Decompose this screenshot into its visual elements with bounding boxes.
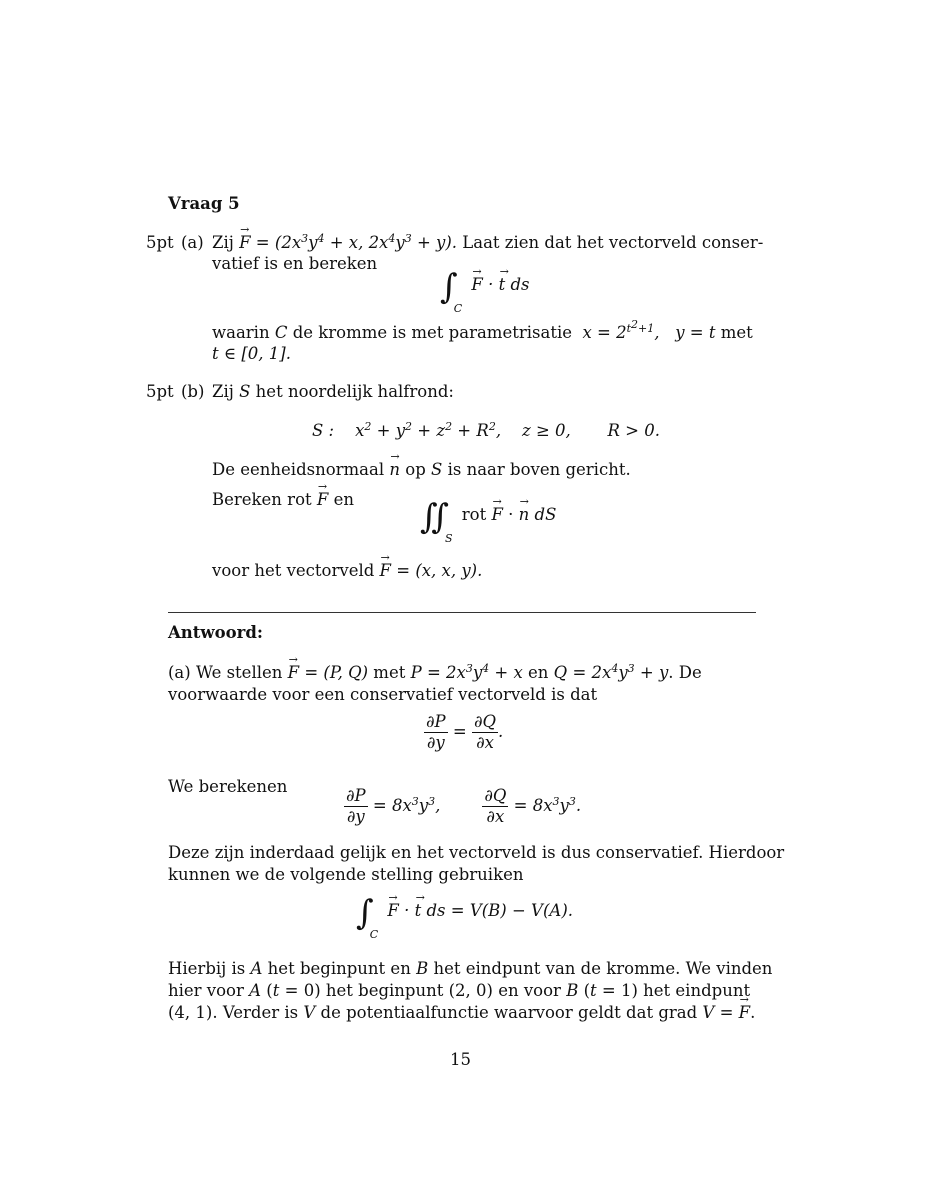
part-a-line2: vatief is en bereken bbox=[212, 254, 378, 273]
answer-p3-line3: (4, 1). Verder is V de potentiaalfunctie waarvoor geldt dat grad V = → F. bbox=[168, 1002, 756, 1023]
answer-heading: Antwoord: bbox=[168, 623, 263, 642]
compute-line: Bereken rot → F en bbox=[212, 489, 354, 510]
partials-equation: $\frac{\partial P}{\partial y}$ = $8x^3y^3$, $\frac{\partial Q}{\partial x}$ = $8x^3y^3$. bbox=[346, 786, 582, 826]
label-b: (b) bbox=[181, 382, 205, 401]
answer-p3-line2: hier voor A (t = 0) het beginpunt (2, 0) en voor B (t = 1) het eindpunt bbox=[168, 981, 751, 1000]
theorem-equation: $\int_C \to F$ · → t ds = V(B) − V(A). bbox=[356, 896, 573, 931]
answer-p3-line1: Hierbij is A het beginpunt en B het eindpunt van de kromme. We vinden bbox=[168, 959, 773, 978]
normal-sentence: De eenheidsnormaal → n op S is naar boven gericht. bbox=[212, 459, 631, 480]
separator-rule bbox=[168, 612, 756, 613]
integral-b: $∬_S$ rot → F · → n dS bbox=[420, 500, 556, 535]
field-def-a: → $F = (2x^3y^4 + x$, $2x^4y^3 + y$). bbox=[239, 233, 457, 252]
surface-def: S : $x^2 + y^2 + z^2 + R^2$, z ≥ 0, R > 0. bbox=[312, 420, 660, 440]
label-a: (a) bbox=[181, 233, 204, 252]
part-a-line4: t ∈ [0, 1]. bbox=[212, 344, 291, 363]
integral-a: $\int_C \to F$ · → t ds bbox=[440, 270, 530, 305]
page-number: 15 bbox=[450, 1050, 471, 1069]
field-line-b: voor het vectorveld → F = (x, x, y). bbox=[212, 560, 482, 581]
question-title: Vraag 5 bbox=[168, 194, 240, 213]
answer-p1-line1: (a) We stellen → F = (P, Q) met $P = 2x^3y^4 + x$ en $Q = 2x^4y^3 + y$. De bbox=[168, 662, 756, 683]
points-a: 5pt bbox=[146, 233, 174, 252]
answer-p2-line1: Deze zijn inderdaad gelijk en het vectorveld is dus conservatief. Hierdoor bbox=[168, 843, 785, 862]
points-b: 5pt bbox=[146, 382, 174, 401]
part-a-line3: waarin C de kromme is met parametrisatie $x = 2^{t^2+1}$, y = t met bbox=[212, 318, 753, 342]
answer-p2-line2: kunnen we de volgende stelling gebruiken bbox=[168, 865, 524, 884]
part-a-line1: Zij → $F = (2x^3y^4 + x$, $2x^4y^3 + y$). Laat zien dat het vectorveld conser- bbox=[212, 232, 756, 253]
answer-p1-line2: voorwaarde voor een conservatief vectorveld is dat bbox=[168, 685, 598, 704]
we-compute: We berekenen bbox=[168, 777, 288, 796]
part-b-line1: Zij S het noordelijk halfrond: bbox=[212, 382, 454, 401]
condition-equation: $\frac{\partial P}{\partial y}$ = $\frac{\partial Q}{\partial x}$ . bbox=[426, 712, 504, 752]
